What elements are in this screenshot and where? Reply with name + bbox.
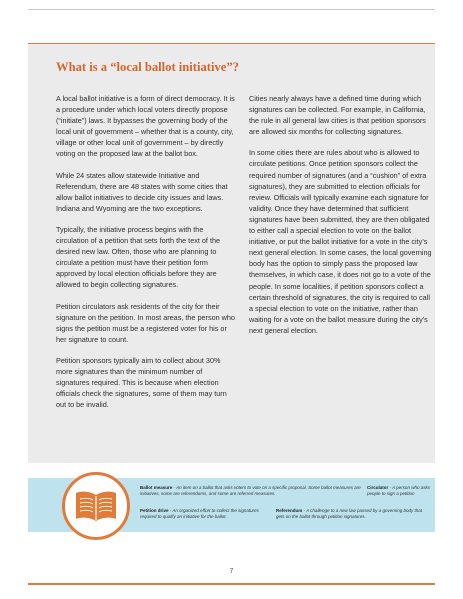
- right-column: [249, 93, 432, 346]
- page-number: 7: [229, 568, 234, 575]
- glossary-entry-circulator: [367, 485, 435, 497]
- glossary-entry-petition-drive: [140, 508, 272, 520]
- glossary-entry-referendum: [276, 508, 426, 520]
- paragraph: In some cities there are rules about who is allowed to circulate petitions. Once petition sponsors collect the required number of signatures (and a “cushion” of extra signatures), they are submitted to election officials for review. Officials will typically examine each signature for validity. Once they have determined that sufficient signatures have been submitted, they are then obligated to either call a special election to vote on the ballot initiative, or put the ballot initiative for a vote in the city’s next general election. In some cases, the local governing body has the option to simply pass the proposed law themselves, in which case, it does not go to a vote of the people. In some localities, if petition sponsors collect a certain threshold of signatures, the city is required to call a special election to vote on the initiative, rather than waiting for a vote on the ballot measure during the city’s next general election.: [249, 148, 432, 335]
- glossary-definition: - A challenge to a new law passed by a governing body that gets on the ballot through petition signatures.: [276, 508, 423, 520]
- paragraph: Typically, the initiative process begins with the circulation of a petition that sets forth the text of the desired new law. Often, those who are planning to circulate a petition must have their petition form approved by local election officials before they are allowed to begin collecting signatures.: [56, 224, 221, 290]
- open-book-icon: [73, 489, 119, 523]
- glossary-definition: - An item on a ballot that asks voters to vote on a specific proposal. Some ballot measures are initiatives, some are referendums, and some are referred measures.: [140, 485, 361, 497]
- top-rule: [28, 9, 435, 10]
- left-column: [56, 93, 237, 420]
- bottom-rule: [28, 583, 435, 585]
- section-heading: What is a “local ballot initiative”?: [56, 60, 239, 74]
- glossary-term: Circulator: [367, 485, 389, 490]
- paragraph: While 24 states allow statewide Initiative and Referendum, there are 48 states with some cities that allow ballot initiatives to decide city issues and laws. Indiana and Wyoming are the two exceptions.: [56, 170, 228, 213]
- glossary-definition: - A person who asks people to sign a petition: [367, 485, 430, 497]
- paragraph: Petition sponsors typically aim to collect about 30% more signatures than the minimum number of signatures required. This is because when election officials check the signatures, some of them may turn out to be invalid.: [56, 355, 227, 410]
- glossary-term: Referendum: [276, 508, 303, 513]
- paragraph: Petition circulators ask residents of the city for their signature on the petition. In most areas, the person who signs the petition must be a registered voter for his or her signature to count.: [56, 301, 235, 344]
- paragraph: Cities nearly always have a defined time during which signatures can be collected. For example, in California, the rule in all general law cities is that petition sponsors are allowed six months for collecting signatures.: [249, 94, 426, 137]
- glossary-entry-ballot-measure: [140, 485, 362, 497]
- glossary-term: Ballot measure: [140, 485, 173, 490]
- paragraph: A local ballot initiative is a form of direct democracy. It is a procedure under which local voters directly propose (“initiate”) laws. It bypasses the governing body of the local unit of government – whether that is a county, city, village or other local unit of government – by directly voting on the proposed law at the ballot box.: [56, 94, 235, 159]
- glossary-term: Petition drive: [140, 508, 169, 513]
- glossary-definition: - An organized effort to collect the signatures required to qualify an initiative for the ballot.: [140, 508, 259, 520]
- glossary-badge: [62, 472, 130, 540]
